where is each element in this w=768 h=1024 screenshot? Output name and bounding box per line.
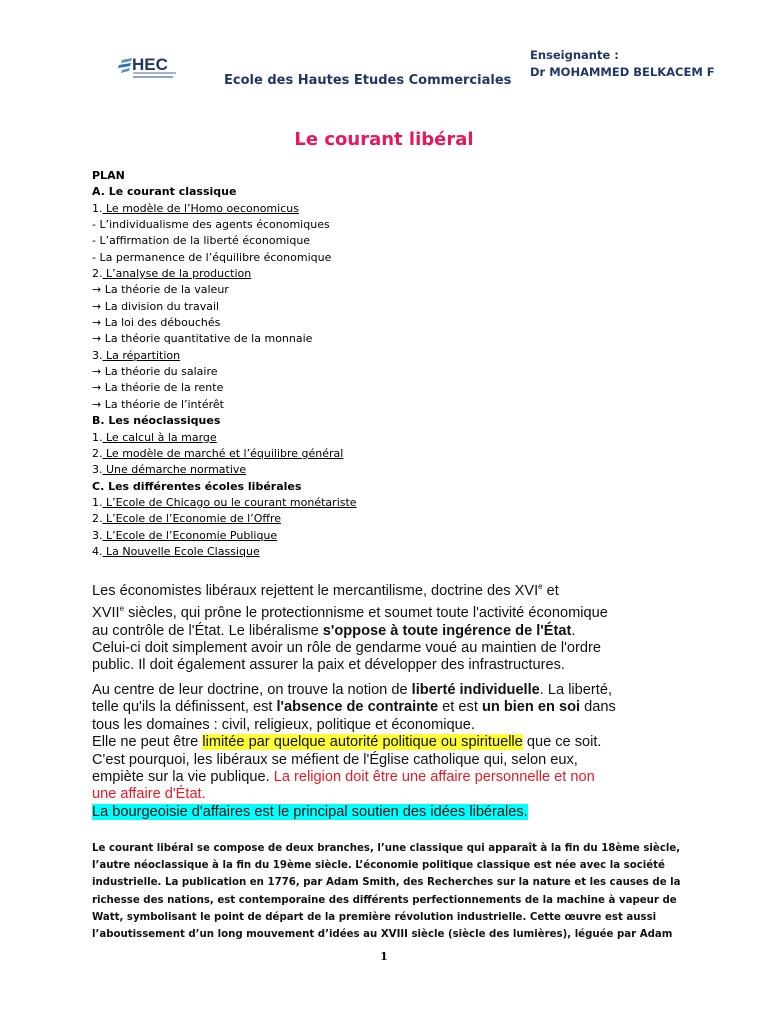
plan-line: 1. L’Ecole de Chicago ou le courant monétariste — [92, 495, 357, 509]
plan-line: B. Les néoclassiques — [92, 414, 221, 428]
logo-text: HEC — [132, 55, 168, 74]
plan-line: 2. L’analyse de la production — [92, 267, 252, 281]
plan-line: 3. La répartition — [92, 348, 181, 362]
red-text-cont: une affaire d'État. — [92, 786, 206, 803]
plan-line: C. Les différentes écoles libérales — [92, 479, 302, 493]
page-number: 1 — [380, 950, 388, 963]
text-line: richesse des nations, est contemporaine des différents perfectionnements de la machine à vapeur de — [92, 894, 677, 906]
plan-line: → La division du travail — [92, 299, 220, 313]
plan-line: 2. Le modèle de marché et l’équilibre général — [92, 446, 344, 460]
hec-logo — [118, 50, 188, 84]
teacher-block — [530, 47, 715, 81]
red-text: La religion doit être une affaire personnelle et non — [273, 769, 595, 786]
plan-line: 1. Le calcul à la marge — [92, 430, 217, 444]
plan-line: 3. L’Ecole de l’Economie Publique — [92, 528, 278, 542]
plan-line: 3. Une démarche normative — [92, 463, 247, 477]
text-line: l’aboutissement d’un long mouvement d’idées au XVIII siècle (siècle des lumières), léguée par Adam — [92, 929, 673, 941]
plan-line: → La théorie de l’intérêt — [92, 397, 224, 411]
paragraph-mercantilism: Les économistes libéraux rejettent le mercantilisme, doctrine des XVIe et XVIIe siècles, qui prône le protectionnisme et soumet toute l'activité économique au contrôle de l'État. Le libéralisme s'oppose à toute ingérence de l'État. Celui-ci doit simplement avoir un rôle de gendarme voué au maintien de l'ordre public. Il doit également assurer la paix et développer des infrastructures. — [92, 582, 608, 674]
teacher-label: Enseignante : — [530, 48, 619, 62]
plan-line: PLAN — [92, 169, 125, 182]
paragraph-liberty: Au centre de leur doctrine, on trouve la notion de liberté individuelle. La liberté, telle qu'ils la définissent, est l'absence de contrainte et est un bien en soi dans tous les domaines : civil, religieux, politique et économique. Elle ne peut être limitée par quelque autorité politique ou spirituelle que ce soit. C'est pourquoi, les libéraux se méfient de l'Église catholique qui, selon eux, empiète sur la vie publique. La religion doit être une affaire personnelle et non une affaire d'État. La bourgeoisie d'affaires est le principal soutien des idées libérales. — [92, 682, 692, 821]
plan-line: → La théorie de la rente — [92, 381, 224, 395]
page-title: Le courant libéral — [294, 129, 474, 150]
plan-line: → La théorie quantitative de la monnaie — [92, 332, 313, 346]
plan-line: 2. L’Ecole de l’Economie de l’Offre — [92, 512, 282, 526]
text-line: Watt, symbolisant le point de départ de la première révolution industrielle. Cette œuvre est aussi — [92, 911, 657, 923]
plan-line: → La loi des débouchés — [92, 316, 221, 330]
highlight-yellow: limitée par quelque autorité politique ou spirituelle — [202, 734, 523, 751]
teacher-name: Dr MOHAMMED BELKACEM F — [530, 65, 715, 79]
plan-line: - L’individualisme des agents économiques — [92, 218, 330, 232]
text-line: l’autre néoclassique à la fin du 19ème siècle. L’économie politique classique est née avec la société — [92, 860, 665, 872]
highlight-cyan: La bourgeoisie d'affaires est le principal soutien des idées libérales. — [92, 803, 528, 820]
plan-outline — [92, 168, 532, 560]
plan-line: 4. La Nouvelle Ecole Classique — [92, 544, 260, 558]
text-line: Le courant libéral se compose de deux branches, l’une classique qui apparaît à la fin du 18ème siècle, — [92, 843, 681, 854]
text-line: industrielle. La publication en 1776, par Adam Smith, des Recherches sur la nature et les causes de la — [92, 877, 681, 889]
plan-line: → La théorie du salaire — [92, 365, 218, 379]
plan-line: - L’affirmation de la liberté économique — [92, 234, 311, 248]
paragraph-history — [92, 840, 692, 943]
plan-line: → La théorie de la valeur — [92, 283, 229, 297]
school-name: Ecole des Hautes Etudes Commerciales — [224, 73, 512, 88]
plan-line: 1. Le modèle de l’Homo oeconomicus — [92, 201, 299, 215]
plan-line: - La permanence de l’équilibre économique — [92, 250, 332, 264]
plan-line: A. Le courant classique — [92, 185, 237, 199]
